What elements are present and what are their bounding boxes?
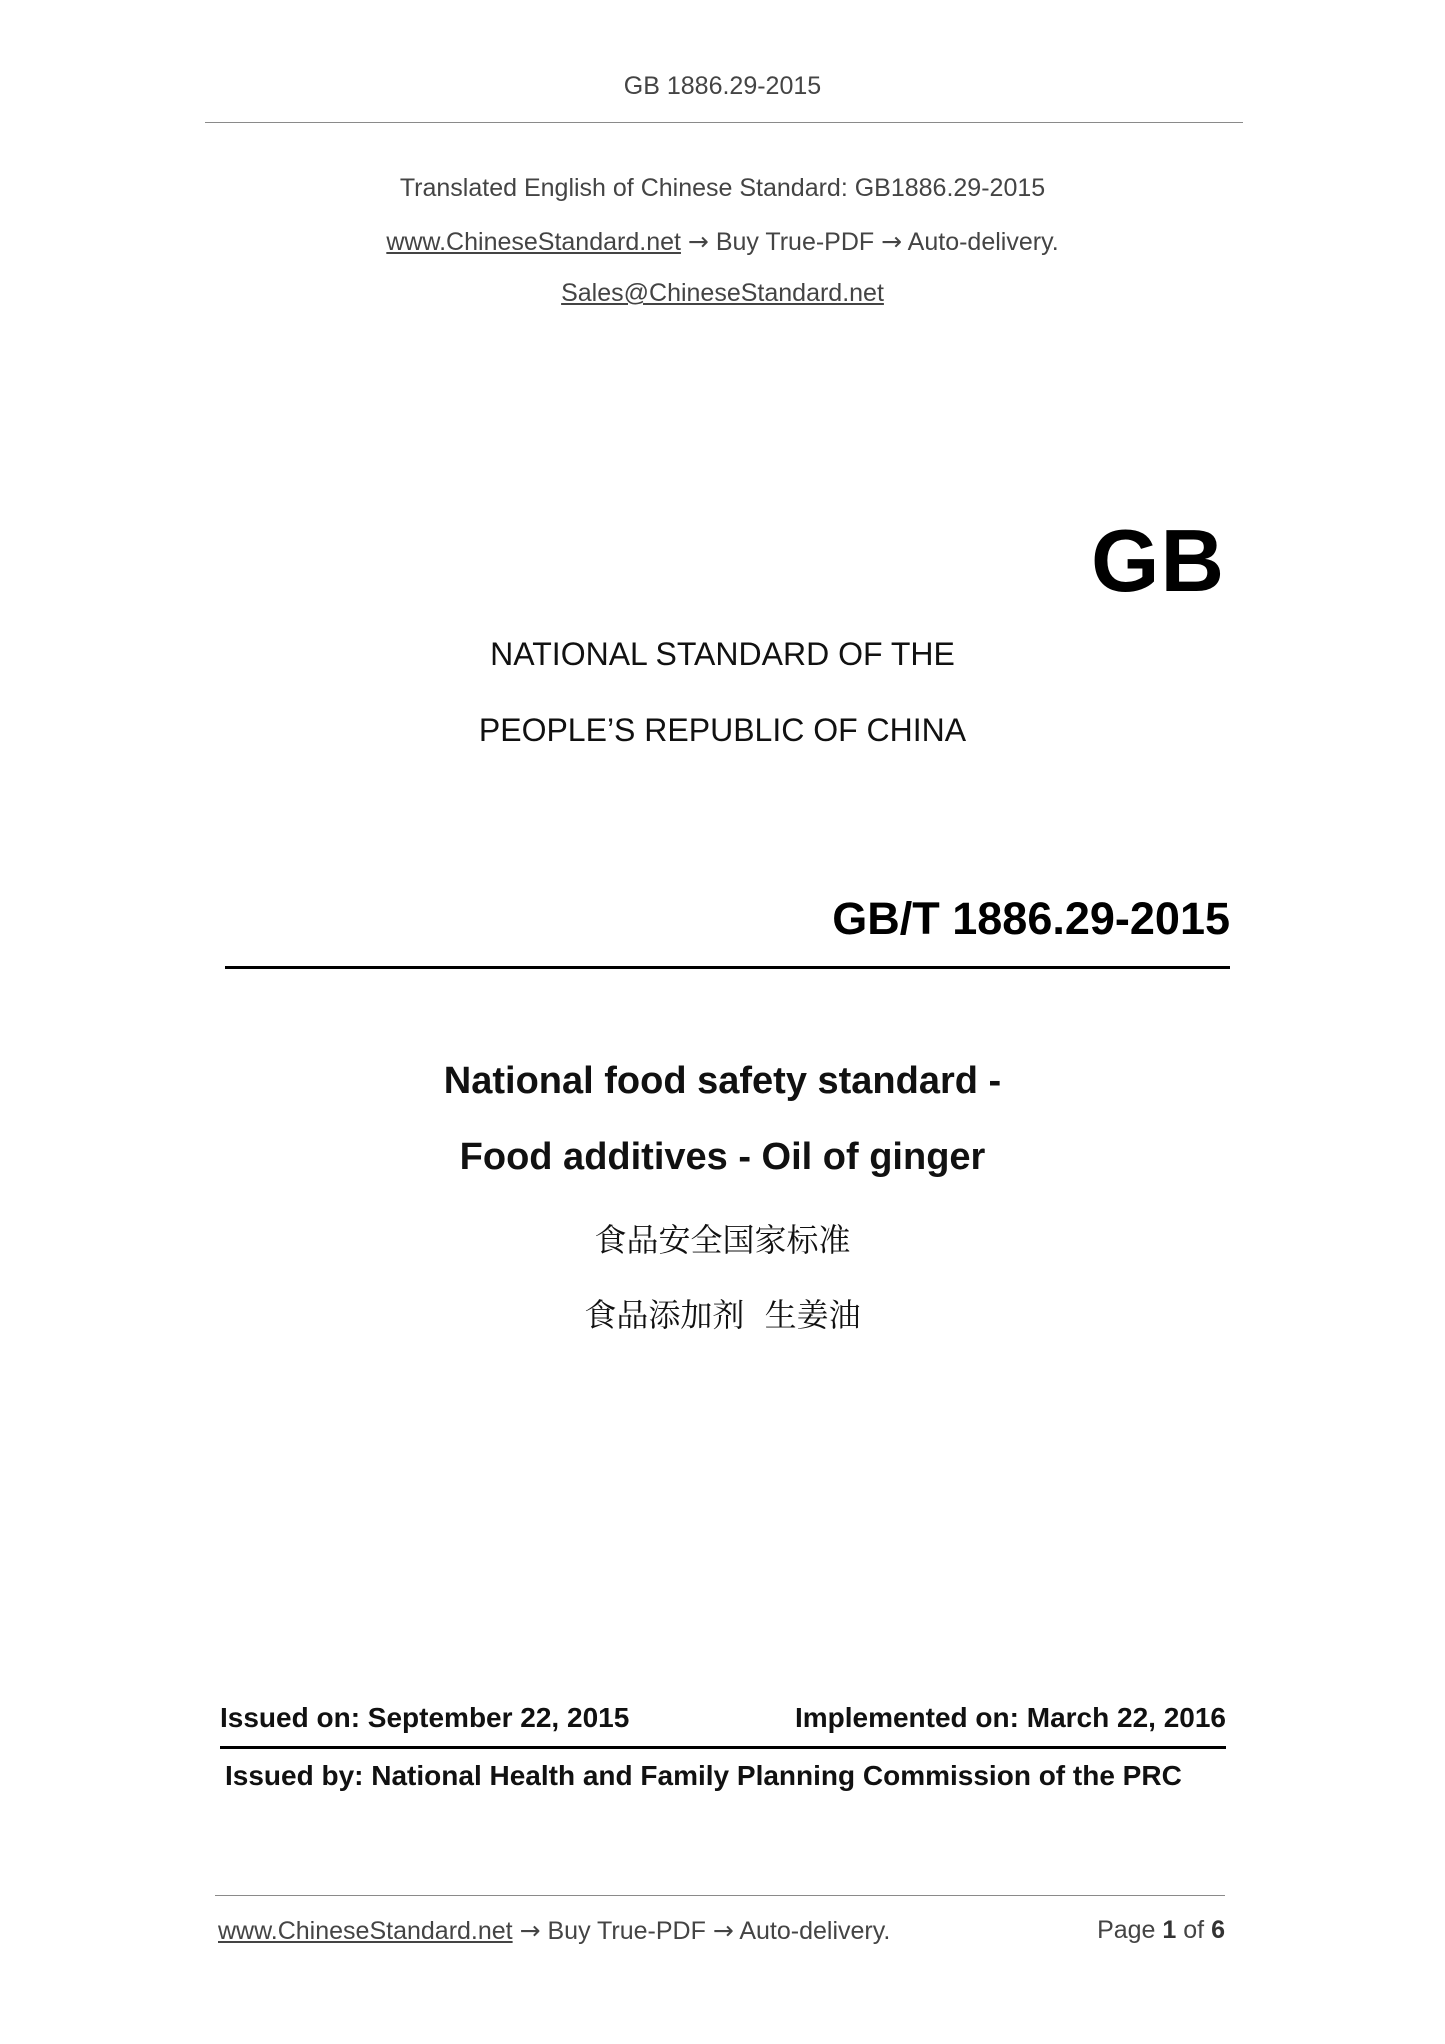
translation-notice: Translated English of Chinese Standard: GB1886.29-2015 bbox=[399, 174, 1046, 202]
arrow-right-icon: → bbox=[712, 1916, 734, 1945]
promo-line bbox=[0, 227, 1445, 257]
issued-by: Issued by: National Health and Family Planning Commission of the PRC bbox=[225, 1760, 1182, 1791]
implemented-on-date: Implemented on: March 22, 2016 bbox=[794, 1702, 1226, 1733]
email-line bbox=[0, 279, 1445, 308]
footer-divider bbox=[215, 1895, 1225, 1896]
buy-text: Buy True-PDF bbox=[715, 228, 875, 256]
footer-buy-text: Buy True-PDF bbox=[547, 1917, 706, 1945]
gb-logo: GB bbox=[1091, 511, 1225, 610]
footer-promo bbox=[218, 1916, 890, 1946]
title-divider bbox=[225, 966, 1230, 969]
footer-website-link[interactable]: www.ChineseStandard.net bbox=[218, 1917, 513, 1945]
issuance-divider bbox=[220, 1746, 1226, 1749]
running-header: GB 1886.29-2015 bbox=[623, 72, 822, 100]
arrow-right-icon: → bbox=[519, 1916, 541, 1945]
delivery-text: Auto-delivery. bbox=[907, 228, 1059, 256]
arrow-right-icon: → bbox=[687, 227, 709, 256]
page-total: 6 bbox=[1211, 1916, 1225, 1944]
page-indicator bbox=[1097, 1916, 1225, 1945]
national-standard-line-2: PEOPLE’S REPUBLIC OF CHINA bbox=[478, 712, 967, 748]
chinese-title-line-2: 食品添加剂 生姜油 bbox=[584, 1296, 861, 1334]
issued-on-date: Issued on: September 22, 2015 bbox=[220, 1702, 630, 1733]
arrow-right-icon: → bbox=[881, 227, 903, 256]
footer-delivery-text: Auto-delivery. bbox=[739, 1917, 891, 1945]
standard-number: GB/T 1886.29-2015 bbox=[832, 893, 1230, 944]
national-standard-line-1: NATIONAL STANDARD OF THE bbox=[490, 636, 955, 672]
page-current: 1 bbox=[1162, 1916, 1177, 1944]
chinese-title-line-1: 食品安全国家标准 bbox=[594, 1221, 851, 1259]
title-line-2: Food additives - Oil of ginger bbox=[459, 1136, 986, 1178]
title-line-1: National food safety standard - bbox=[443, 1060, 1002, 1102]
page-of: of bbox=[1183, 1916, 1205, 1944]
header-divider bbox=[205, 122, 1243, 123]
page-label: Page bbox=[1097, 1916, 1156, 1944]
email-link[interactable]: Sales@ChineseStandard.net bbox=[561, 279, 884, 307]
website-link[interactable]: www.ChineseStandard.net bbox=[386, 228, 681, 256]
